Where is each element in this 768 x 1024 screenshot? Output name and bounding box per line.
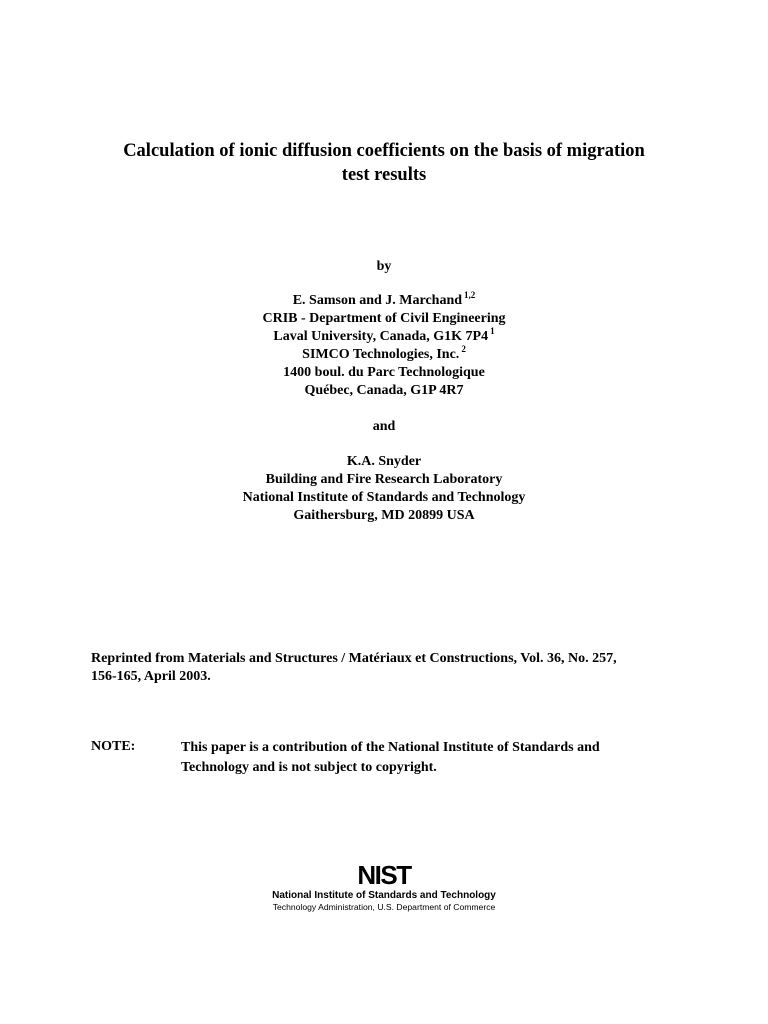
first-author-block bbox=[0, 292, 768, 400]
author-university bbox=[0, 328, 768, 346]
author-university-text: Laval University, Canada, G1K 7P4 bbox=[273, 329, 489, 344]
nist-logo-mark bbox=[346, 862, 422, 888]
author-names-text: E. Samson and J. Marchand bbox=[292, 293, 463, 308]
paper-title bbox=[0, 139, 768, 187]
second-author-institute: National Institute of Standards and Technology bbox=[242, 490, 526, 505]
and-label: and bbox=[372, 419, 396, 434]
second-author-block bbox=[0, 453, 768, 525]
nist-logo-wordmark: NIST bbox=[357, 862, 411, 888]
note-label: NOTE: bbox=[91, 739, 136, 754]
author-university-superscript: 1 bbox=[490, 326, 495, 337]
by-label: by bbox=[376, 259, 392, 274]
second-author-name: K.A. Snyder bbox=[346, 454, 422, 469]
second-author-lab: Building and Fire Research Laboratory bbox=[265, 472, 503, 487]
author-address: 1400 boul. du Parc Technologique bbox=[283, 365, 485, 380]
author-city: Québec, Canada, G1P 4R7 bbox=[304, 383, 464, 398]
reprint-notice bbox=[91, 650, 681, 686]
second-author-city: Gaithersburg, MD 20899 USA bbox=[293, 508, 475, 523]
author-company bbox=[0, 346, 768, 364]
nist-logo-subtitle: Technology Administration, U.S. Department of Commerce bbox=[272, 902, 496, 912]
author-names bbox=[0, 292, 768, 310]
title-line-1: Calculation of ionic diffusion coefficients on the basis of migration bbox=[123, 141, 645, 161]
note-line-2: Technology and is not subject to copyright. bbox=[181, 760, 437, 775]
reprint-line-1: Reprinted from Materials and Structures / Matériaux et Constructions, Vol. 36, No. 257, bbox=[91, 651, 617, 666]
nist-logo bbox=[258, 862, 510, 922]
note-text bbox=[181, 738, 661, 778]
author-names-superscript: 1,2 bbox=[464, 290, 476, 301]
nist-logo-name: National Institute of Standards and Technology bbox=[272, 890, 496, 901]
reprint-line-2: 156-165, April 2003. bbox=[91, 669, 211, 684]
author-organization: CRIB - Department of Civil Engineering bbox=[262, 311, 506, 326]
author-company-superscript: 2 bbox=[461, 344, 466, 355]
note-line-1: This paper is a contribution of the National Institute of Standards and bbox=[181, 740, 600, 755]
author-company-text: SIMCO Technologies, Inc. bbox=[302, 347, 460, 362]
title-line-2: test results bbox=[341, 165, 427, 185]
